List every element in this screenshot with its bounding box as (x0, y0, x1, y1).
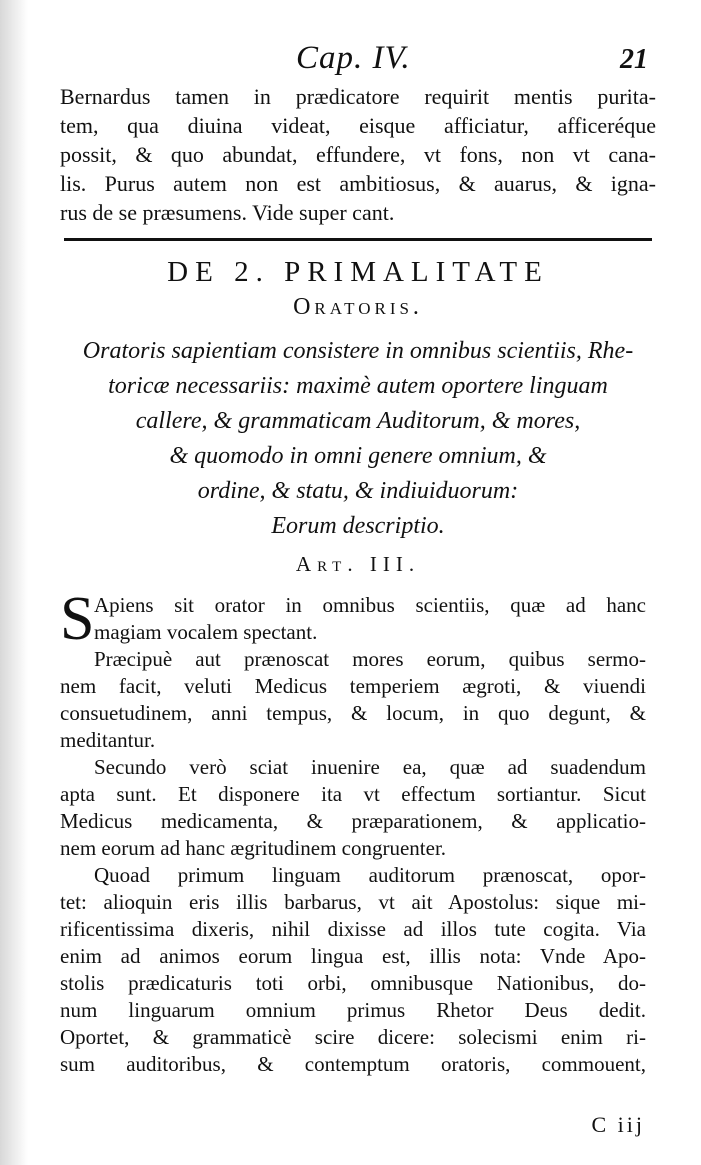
text-line: Quoad primum linguam auditorum prænoscat, opor- (94, 863, 646, 887)
text-line: nem facit, veluti Medicus temperiem ægroti, & viuendi (60, 674, 646, 698)
section-heading-subline: Oratoris. (293, 294, 423, 320)
page-number: 21 (620, 44, 648, 75)
text-line: enim ad animos eorum lingua est, illis nota: Vnde Apo- (60, 944, 646, 968)
section-divider-rule (64, 238, 652, 241)
text-line: Bernardus tamen in prædicatore requirit mentis purita- (60, 84, 656, 109)
section-heading: DE 2. PRIMALITATE (167, 256, 549, 288)
text-line: Præcipuè aut prænoscat mores eorum, quibus sermo- (94, 647, 646, 671)
summary-line: ordine, & statu, & indiuiduorum: (197, 478, 519, 504)
first-paragraph (60, 585, 646, 653)
summary-line: toricæ necessariis: maximè autem oportere linguam (108, 373, 608, 399)
signature-mark: C iij (591, 1112, 645, 1137)
running-head (60, 40, 660, 80)
paragraph (60, 754, 646, 862)
text-line: rus de se præsumens. Vide super cant. (60, 200, 395, 225)
page-gutter-shadow (0, 0, 28, 1165)
text-line: nem eorum ad hanc ægritudinem congruenter. (60, 836, 447, 860)
text-line: sum auditoribus, & contemptum oratoris, commouent, (60, 1052, 646, 1076)
text-line: stolis prædicaturis toti orbi, omnibusque Nationibus, do- (60, 971, 646, 995)
paragraph (60, 646, 646, 754)
drop-cap-initial: S (60, 585, 95, 653)
text-line: consuetudinem, anni tempus, & locum, in quo degunt, & (60, 701, 646, 725)
text-line: magiam vocalem spectant. (94, 620, 318, 644)
article-label: Art. III. (295, 552, 421, 576)
text-line: Oportet, & grammaticè scire dicere: solecismi enim ri- (60, 1025, 646, 1049)
text-line: apta sunt. Et disponere ita vt effectum sortiantur. Sicut (60, 782, 646, 806)
text-line: num linguarum omnium primus Rhetor Deus dedit. (60, 998, 646, 1022)
section-summary (60, 334, 656, 544)
text-line: Apiens sit orator in omnibus scientiis, quæ ad hanc (94, 593, 646, 617)
paragraph (60, 862, 646, 1078)
text-line: Secundo verò sciat inuenire ea, quæ ad suadendum (94, 755, 646, 779)
summary-line: Oratoris sapientiam consistere in omnibus scientiis, Rhe- (82, 338, 634, 364)
carry-over-paragraph (60, 82, 656, 227)
text-line: rificentissima dixeris, nihil dixisse ad illos tute cogita. Via (60, 917, 646, 941)
text-line: tet: alioquin eris illis barbarus, vt ait Apostolus: sique mi- (60, 890, 646, 914)
summary-line: & quomodo in omni genere omnium, & (169, 443, 547, 469)
summary-line: callere, & grammaticam Auditorum, & mores, (135, 408, 581, 434)
article-body (60, 585, 646, 1078)
text-line: meditantur. (60, 728, 156, 752)
text-line: lis. Purus autem non est ambitiosus, & auarus, & igna- (60, 171, 656, 196)
text-line: possit, & quo abundat, effundere, vt fons, non vt cana- (60, 142, 656, 167)
text-line: tem, qua diuina videat, eisque afficiatur, afficeréque (60, 113, 656, 138)
chapter-running-title: Cap. IV. (296, 40, 411, 76)
text-line: Medicus medicamenta, & præparationem, & applicatio- (60, 809, 646, 833)
summary-line: Eorum descriptio. (271, 513, 445, 539)
